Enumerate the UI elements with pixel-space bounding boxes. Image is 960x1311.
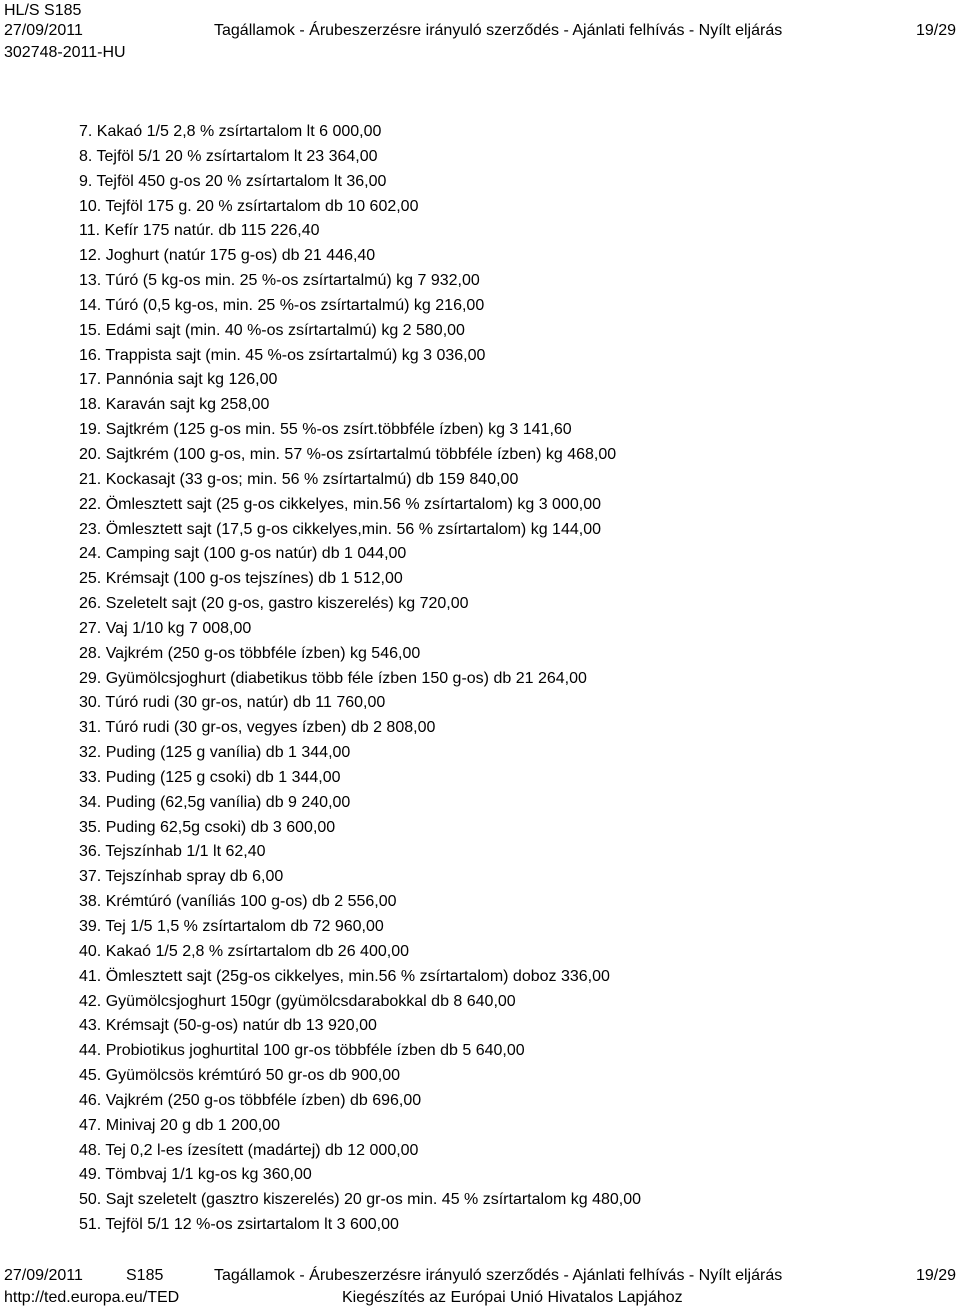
list-item: 39. Tej 1/5 1,5 % zsírtartalom db 72 960,00 (79, 918, 384, 935)
list-item: 9. Tejföl 450 g-os 20 % zsírtartalom lt 36,00 (79, 172, 387, 190)
list-item: 8. Tejföl 5/1 20 % zsírtartalom lt 23 364,00 (79, 147, 378, 165)
list-item: 48. Tej 0,2 l-es ízesített (madártej) db 12 000,00 (79, 1141, 419, 1159)
list-item: 28. Vajkrém (250 g-os többféle ízben) kg 546,00 (79, 644, 421, 662)
list-item: 50. Sajt szeletelt (gasztro kiszerelés) 20 gr-os min. 45 % zsírtartalom kg 480,00 (79, 1191, 642, 1209)
list-item: 25. Krémsajt (100 g-os tejszínes) db 1 512,00 (79, 570, 403, 588)
page-header (4, 0, 956, 64)
list-item: 14. Túró (0,5 kg-os, min. 25 %-os zsírtartalmú) kg 216,00 (79, 296, 485, 314)
footer-supplement: Kiegészítés az Európai Unió Hivatalos Lapjához (342, 1289, 683, 1306)
list-item: 7. Kakaó 1/5 2,8 % zsírtartalom lt 6 000,00 (79, 123, 382, 140)
list-item: 24. Camping sajt (100 g-os natúr) db 1 044,00 (79, 545, 407, 563)
list-item: 35. Puding 62,5g csoki) db 3 600,00 (79, 818, 336, 836)
list-item: 22. Ömlesztett sajt (25 g-os cikkelyes, min.56 % zsírtartalom) kg 3 000,00 (79, 495, 601, 513)
list-item: 16. Trappista sajt (min. 45 %-os zsírtartalmú) kg 3 036,00 (79, 346, 486, 364)
list-item: 29. Gyümölcsjoghurt (diabetikus több féle ízben 150 g-os) db 21 264,00 (79, 669, 587, 687)
list-item: 11. Kefír 175 natúr. db 115 226,40 (79, 222, 320, 240)
list-item: 47. Minivaj 20 g db 1 200,00 (79, 1116, 281, 1134)
list-item: 46. Vajkrém (250 g-os többféle ízben) db 696,00 (79, 1091, 422, 1109)
list-item: 17. Pannónia sajt kg 126,00 (79, 371, 278, 389)
list-item: 15. Edámi sajt (min. 40 %-os zsírtartalmú) kg 2 580,00 (79, 321, 465, 339)
footer-line (4, 1265, 956, 1287)
list-item: 21. Kockasajt (33 g-os; min. 56 % zsírtartalmú) db 159 840,00 (79, 470, 519, 488)
list-item: 41. Ömlesztett sajt (25g-os cikkelyes, min.56 % zsírtartalom) doboz 336,00 (79, 967, 610, 985)
list-item: 18. Karaván sajt kg 258,00 (79, 396, 270, 414)
footer-date: 27/09/2011 (4, 1267, 83, 1284)
list-item: 19. Sajtkrém (125 g-os min. 55 %-os zsírt.többféle ízben) kg 3 141,60 (79, 421, 572, 439)
footer-page-number: 19/29 (915, 1267, 956, 1284)
list-item: 12. Joghurt (natúr 175 g-os) db 21 446,40 (79, 247, 376, 265)
list-item: 10. Tejföl 175 g. 20 % zsírtartalom db 10 602,00 (79, 197, 419, 215)
list-item: 40. Kakaó 1/5 2,8 % zsírtartalom db 26 400,00 (79, 942, 409, 960)
list-item: 42. Gyümölcsjoghurt 150gr (gyümölcsdarabokkal db 8 640,00 (79, 992, 516, 1010)
list-item: 30. Túró rudi (30 gr-os, natúr) db 11 760,00 (79, 694, 386, 712)
page-footer (4, 1265, 956, 1309)
header-date: 27/09/2011 (4, 22, 83, 39)
list-item: 13. Túró (5 kg-os min. 25 %-os zsírtartalmú) kg 7 932,00 (79, 272, 480, 290)
list-item: 38. Krémtúró (vaníliás 100 g-os) db 2 556,00 (79, 893, 397, 911)
list-item: 23. Ömlesztett sajt (17,5 g-os cikkelyes,min. 56 % zsírtartalom) kg 144,00 (79, 520, 601, 538)
header-title: Tagállamok - Árubeszerzésre irányuló szerződés - Ajánlati felhívás - Nyílt eljárás (214, 22, 783, 39)
footer-line-2 (4, 1287, 956, 1309)
list-item: 20. Sajtkrém (100 g-os, min. 57 %-os zsírtartalmú többféle ízben) kg 468,00 (79, 445, 617, 463)
list-item: 37. Tejszínhab spray db 6,00 (79, 868, 284, 886)
header-line (4, 20, 956, 42)
list-item: 34. Puding (62,5g vanília) db 9 240,00 (79, 793, 351, 811)
footer-title: Tagállamok - Árubeszerzésre irányuló szerződés - Ajánlati felhívás - Nyílt eljárás (214, 1267, 783, 1284)
list-item: 45. Gyümölcsös krémtúró 50 gr-os db 900,00 (79, 1067, 401, 1085)
list-item: 27. Vaj 1/10 kg 7 008,00 (79, 619, 252, 637)
header-doc-id: 302748-2011-HU (4, 44, 126, 61)
list-item: 49. Tömbvaj 1/1 kg-os kg 360,00 (79, 1166, 312, 1184)
header-series: HL/S S185 (4, 2, 82, 19)
item-list (79, 120, 641, 1238)
list-item: 31. Túró rudi (30 gr-os, vegyes ízben) db 2 808,00 (79, 719, 436, 737)
footer-url-link[interactable]: http://ted.europa.eu/TED (4, 1289, 180, 1306)
list-item: 51. Tejföl 5/1 12 %-os zsirtartalom lt 3 600,00 (79, 1216, 399, 1234)
list-item: 44. Probiotikus joghurtital 100 gr-os többféle ízben db 5 640,00 (79, 1042, 525, 1060)
footer-code: S185 (126, 1267, 164, 1284)
list-item: 32. Puding (125 g vanília) db 1 344,00 (79, 744, 351, 762)
list-item: 43. Krémsajt (50-g-os) natúr db 13 920,00 (79, 1017, 377, 1035)
list-item: 26. Szeletelt sajt (20 g-os, gastro kiszerelés) kg 720,00 (79, 595, 469, 613)
list-item: 36. Tejszínhab 1/1 lt 62,40 (79, 843, 266, 861)
list-item: 33. Puding (125 g csoki) db 1 344,00 (79, 768, 341, 786)
header-page-number: 19/29 (915, 22, 956, 39)
